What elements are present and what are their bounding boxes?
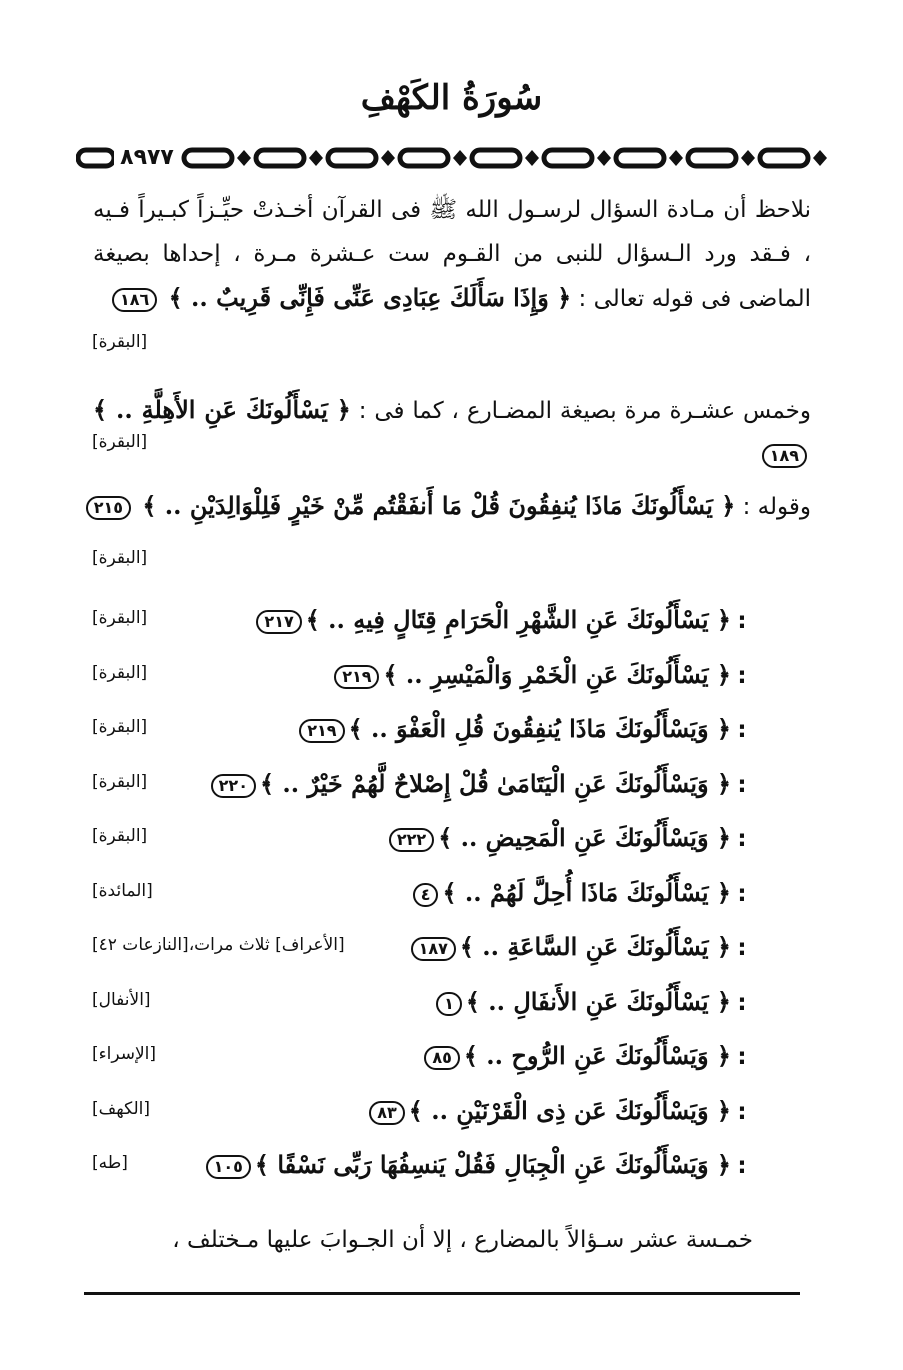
verse-reference: [البقرة] <box>92 663 148 683</box>
verse-list-item <box>93 1143 753 1187</box>
verse-number: ٨٣ <box>369 1101 405 1125</box>
list-colon: : <box>737 663 747 689</box>
list-colon: : <box>737 1099 747 1125</box>
verse-1-number: ١٨٦ <box>112 288 157 312</box>
list-colon: : <box>737 608 747 634</box>
verse-text: ﴿ يَسْأَلُونَكَ مَاذَا أُحِلَّ لَهُمْ .. ﴾ <box>442 878 731 907</box>
verse-text: ﴿ يَسْأَلُونَكَ عَنِ الأَنفَالِ .. ﴾ <box>465 987 731 1016</box>
surah-title: سُورَةُ الكَهْفِ <box>360 78 543 118</box>
list-colon: : <box>737 1153 747 1179</box>
list-colon: : <box>737 717 747 743</box>
verse-reference: [الأعراف] ثلاث مرات،[النازعات ٤٢] <box>92 935 345 955</box>
list-colon: : <box>737 826 747 852</box>
verse-list-item <box>93 762 753 806</box>
verse-text: ﴿ وَيَسْأَلُونَكَ عَنِ الْجِبَالِ فَقُلْ يَنسِفُهَا رَبِّى نَسْفًا ﴾ <box>254 1150 731 1179</box>
ornamental-border <box>76 140 836 176</box>
list-colon: : <box>737 772 747 798</box>
bottom-rule <box>84 1292 800 1295</box>
verse-reference: [الأنفال] <box>92 990 151 1010</box>
verse-number: ٢١٩ <box>334 665 379 689</box>
verse-number: ٢٢٠ <box>211 774 256 798</box>
closing-paragraph: خمـسة عشر سـؤالاً بالمضارع ، إلا أن الجـوابَ عليها مـختلف ، <box>172 1227 753 1253</box>
verse-number: ١ <box>436 992 462 1016</box>
verse-reference: [البقرة] <box>92 826 148 846</box>
verse-2-ref: [البقرة] <box>92 432 148 452</box>
verse-text: ﴿ يَسْأَلُونَكَ عَنِ الشَّهْرِ الْحَرَامِ قِتَالٍ فِيهِ .. ﴾ <box>305 605 731 634</box>
verse-list-item <box>93 871 753 915</box>
verse-text: ﴿ وَيَسْأَلُونَكَ عَنِ الرُّوحِ .. ﴾ <box>463 1041 731 1070</box>
verse-reference: [المائدة] <box>92 881 153 901</box>
list-colon: : <box>737 1044 747 1070</box>
intro-paragraph <box>93 188 811 321</box>
and-his-saying: وقوله : <box>742 494 811 520</box>
verse-reference: [طه] <box>92 1153 128 1173</box>
verse-reference: [البقرة] <box>92 608 148 628</box>
verse-number: ٤ <box>413 883 439 907</box>
list-colon: : <box>737 881 747 907</box>
verse-reference: [البقرة] <box>92 717 148 737</box>
present-tense-text: وخمس عشـرة مرة بصيغة المضـارع ، كما فى : <box>358 398 811 424</box>
verse-reference: [الإسراء] <box>92 1044 157 1064</box>
verse-text: ﴿ وَيَسْأَلُونَكَ عَن ذِى الْقَرْنَيْنِ .. ﴾ <box>408 1096 731 1125</box>
verse-3: ﴿ يَسْأَلُونَكَ مَاذَا يُنفِقُونَ قُلْ مَا أَنفَقْتُم مِّنْ خَيْرٍ فَلِلْوَالِدَيْنِ .. ﴾ <box>142 491 736 520</box>
present-tense-paragraph <box>93 388 811 477</box>
verse-number: ٢٢٢ <box>389 828 434 852</box>
verse-3-number: ٢١٥ <box>86 496 131 520</box>
additional-verse-line <box>93 484 811 529</box>
verse-text: ﴿ وَيَسْأَلُونَكَ عَنِ الْمَحِيضِ .. ﴾ <box>438 823 731 852</box>
verse-text: ﴿ يَسْأَلُونَكَ عَنِ الْخَمْرِ وَالْمَيْسِرِ .. ﴾ <box>383 660 731 689</box>
verse-1: ﴿ وَإِذَا سَأَلَكَ عِبَادِى عَنِّى فَإِنِّى قَرِيبٌ .. ﴾ <box>168 283 572 312</box>
page-number: ٨٩٧٧ <box>114 140 180 176</box>
verse-list-item <box>93 1089 753 1133</box>
verse-number: ١٨٧ <box>411 937 456 961</box>
list-colon: : <box>737 935 747 961</box>
list-colon: : <box>737 990 747 1016</box>
verse-list-item <box>93 598 753 642</box>
verse-text: ﴿ يَسْأَلُونَكَ عَنِ السَّاعَةِ .. ﴾ <box>459 932 731 961</box>
verse-list-item <box>93 980 753 1024</box>
verse-number: ٢١٩ <box>299 719 344 743</box>
verse-number: ١٠٥ <box>206 1155 251 1179</box>
verse-1-ref: [البقرة] <box>92 332 148 352</box>
verse-2-number: ١٨٩ <box>762 444 807 468</box>
verse-list-item <box>93 1034 753 1078</box>
intro-text: نلاحظ أن مـادة السؤال لرسـول الله ﷺ فى القرآن أخـذتْ حيِّـزاً كبـيراً فـيه ، فـقد ورد الـسؤال للنبى من القـوم ست عـشرة مـرة ، إحداها بصيغة الماضى فى قوله تعالى : <box>93 197 811 312</box>
verse-reference: [الكهف] <box>92 1099 150 1119</box>
verse-3-ref: [البقرة] <box>92 548 148 568</box>
verse-number: ٨٥ <box>424 1046 460 1070</box>
verse-text: ﴿ وَيَسْأَلُونَكَ مَاذَا يُنفِقُونَ قُلِ الْعَفْوَ .. ﴾ <box>348 714 731 743</box>
verse-2: ﴿ يَسْأَلُونَكَ عَنِ الأَهِلَّةِ .. ﴾ <box>93 395 351 424</box>
verse-list-item <box>93 707 753 751</box>
verse-text: ﴿ وَيَسْأَلُونَكَ عَنِ الْيَتَامَىٰ قُلْ إِصْلاحٌ لَّهُمْ خَيْرٌ .. ﴾ <box>259 769 731 798</box>
verse-number: ٢١٧ <box>256 610 301 634</box>
verse-reference: [البقرة] <box>92 772 148 792</box>
verse-list-item <box>93 816 753 860</box>
verse-list-item <box>93 653 753 697</box>
